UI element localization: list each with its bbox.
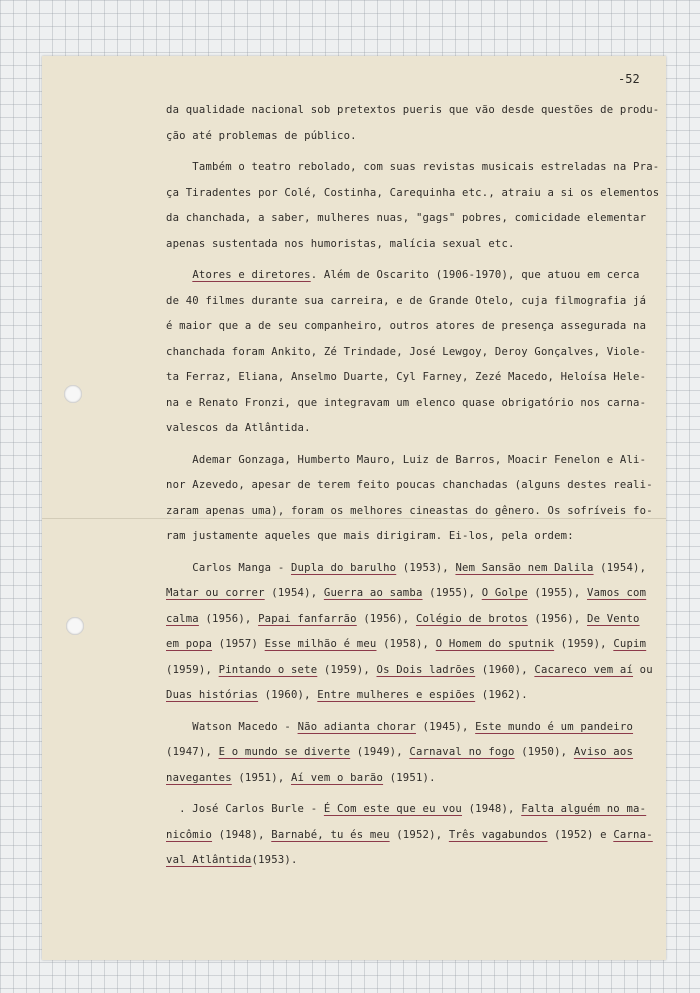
underlined-title: O Golpe [481, 587, 528, 599]
text-segment: (1955), [527, 587, 587, 599]
text-segment: (1953), [396, 561, 456, 574]
text-segment: (1957) [212, 638, 265, 650]
text-segment: (1959), [166, 663, 219, 676]
text-segment: (1958), [376, 638, 436, 650]
text-segment: na e Renato Fronzi, que integravam um elenco quase obrigatório nos carna- [166, 396, 647, 409]
underlined-title: Os Dois ladrões [376, 663, 476, 676]
underlined-title: navegantes [166, 771, 232, 784]
text-segment: nor Azevedo, apesar de terem feito poucas chanchadas (alguns destes reali- [166, 479, 653, 491]
text-line [166, 740, 666, 766]
page-number: -52 [618, 72, 640, 86]
underlined-title: Vamos com [587, 587, 647, 599]
text-segment: ça Tiradentes por Colé, Costinha, Carequinha etc., atraiu a si os elementos [166, 186, 660, 199]
text-segment: da qualidade nacional sob pretextos pueris que vão desde questões de produ- [166, 104, 660, 116]
underlined-title: Aviso aos [573, 746, 634, 758]
text-segment: (1945), [415, 720, 476, 733]
underlined-title: Este mundo é um pandeiro [475, 720, 634, 733]
text-segment: (1949), [350, 746, 410, 758]
underlined-title: Entre mulheres e espiões [317, 689, 476, 701]
text-segment: (1962). [475, 689, 528, 701]
text-line [166, 314, 666, 340]
text-line [166, 683, 666, 709]
text-segment: (1956), [527, 612, 587, 625]
text-segment: (1954), [593, 561, 647, 574]
text-line [166, 340, 666, 366]
text-line [166, 416, 666, 442]
text-line [166, 448, 666, 474]
text-segment: (1950), [514, 746, 574, 758]
underlined-title: Carnaval no fogo [409, 746, 515, 758]
text-segment: (1948), [212, 828, 272, 841]
text-segment: ta Ferraz, Eliana, Anselmo Duarte, Cyl Farney, Zezé Macedo, Heloísa Hele- [166, 371, 647, 383]
text-segment: chanchada foram Ankito, Zé Trindade, José Lewgoy, Deroy Gonçalves, Viole- [166, 345, 647, 358]
underlined-title: calma [166, 612, 199, 625]
typewritten-page [42, 56, 666, 960]
punch-hole-top [64, 385, 82, 403]
underlined-title: Pintando o sete [218, 663, 318, 676]
text-segment: . José Carlos Burle - [166, 803, 324, 815]
text-segment: ção até problemas de público. [166, 129, 357, 142]
text-segment: apenas sustentada nos humoristas, malícia sexual etc. [166, 237, 515, 250]
text-line [166, 206, 666, 232]
underlined-title: Papai fanfarrão [258, 612, 357, 625]
underlined-title: val Atlântida [166, 854, 252, 866]
underlined-title: Cupim [613, 638, 647, 650]
text-line [166, 289, 666, 315]
text-segment: (1960), [258, 689, 318, 701]
text-segment: (1956), [198, 612, 259, 625]
underlined-title: É Com este que eu vou [323, 803, 463, 815]
text-segment: é maior que a de seu companheiro, outros atores de presença assegurada na [166, 320, 647, 332]
underlined-title: Falta alguém no ma- [521, 803, 647, 815]
underlined-title: nicômio [166, 828, 213, 841]
text-segment: (1947), [166, 746, 219, 758]
text-segment: (1960), [475, 663, 535, 676]
text-segment: Carlos Manga - [166, 561, 291, 574]
text-segment: ou [633, 663, 653, 676]
text-segment: . Além de Oscarito (1906-1970), que atuou em cerca [310, 269, 640, 281]
text-line [166, 556, 666, 582]
text-segment: (1959), [554, 638, 614, 650]
text-segment: (1951). [383, 771, 436, 784]
text-segment: valescos da Atlântida. [166, 422, 311, 434]
underlined-title: Guerra ao samba [323, 587, 423, 599]
text-line [166, 365, 666, 391]
underlined-title: Nem Sansão nem Dalila [455, 561, 594, 574]
text-line [166, 98, 666, 124]
underlined-title: Carna- [613, 828, 653, 841]
underlined-title: Esse milhão é meu [264, 638, 377, 650]
text-line [166, 632, 666, 658]
text-line [166, 473, 666, 499]
underlined-title: Duas histórias [166, 689, 259, 701]
text-segment: (1959), [317, 663, 377, 676]
text-segment: (1952) e [547, 828, 614, 841]
underlined-title: Aí vem o barão [290, 771, 384, 784]
text-segment: Também o teatro rebolado, com suas revistas musicais estreladas na Pra- [166, 161, 660, 173]
text-line [166, 391, 666, 417]
underlined-title: Não adianta chorar [297, 720, 416, 733]
underlined-title: Dupla do barulho [290, 561, 397, 574]
text-line [166, 499, 666, 525]
text-line [166, 797, 666, 823]
text-segment: Ademar Gonzaga, Humberto Mauro, Luiz de Barros, Moacir Fenelon e Ali- [166, 453, 647, 466]
text-line [166, 848, 666, 874]
text-line [166, 181, 666, 207]
text-segment: (1956), [356, 612, 416, 625]
text-line [166, 715, 666, 741]
underlined-title: Atores e diretores [192, 269, 311, 281]
text-segment [166, 269, 192, 281]
text-line [166, 823, 666, 849]
underlined-title: Colégio de brotos [415, 612, 528, 625]
text-segment: da chanchada, a saber, mulheres nuas, "gags" pobres, comicidade elementar [166, 212, 647, 224]
text-segment: (1948), [462, 803, 522, 815]
underlined-title: em popa [166, 638, 213, 650]
underlined-title: O Homem do sputnik [435, 638, 555, 650]
underlined-title: E o mundo se diverte [218, 746, 351, 758]
text-segment: zaram apenas uma), foram os melhores cineastas do gênero. Os sofríveis fo- [166, 504, 653, 517]
text-line [166, 766, 666, 792]
text-line [166, 124, 666, 150]
body-text [166, 98, 666, 874]
underlined-title: De Vento [587, 612, 640, 625]
text-segment: (1953). [251, 854, 298, 866]
text-line [166, 155, 666, 181]
underlined-title: Matar ou correr [166, 587, 265, 599]
text-segment: (1954), [264, 587, 324, 599]
text-segment: de 40 filmes durante sua carreira, e de Grande Otelo, cuja filmografia já [166, 294, 647, 307]
text-segment: (1955), [422, 587, 482, 599]
punch-hole-bottom [66, 617, 84, 635]
text-line [166, 607, 666, 633]
text-segment: (1951), [231, 771, 291, 784]
underlined-title: Barnabé, tu és meu [271, 828, 390, 841]
text-line [166, 263, 666, 289]
text-segment: (1952), [389, 828, 449, 841]
text-line [166, 581, 666, 607]
underlined-title: Três vagabundos [448, 828, 548, 841]
text-line [166, 524, 666, 550]
underlined-title: Cacareco vem aí [534, 663, 634, 676]
text-line [166, 658, 666, 684]
text-segment: ram justamente aqueles que mais dirigiram. Ei-los, pela ordem: [166, 530, 574, 542]
text-line [166, 232, 666, 258]
text-segment: Watson Macedo - [166, 720, 298, 733]
